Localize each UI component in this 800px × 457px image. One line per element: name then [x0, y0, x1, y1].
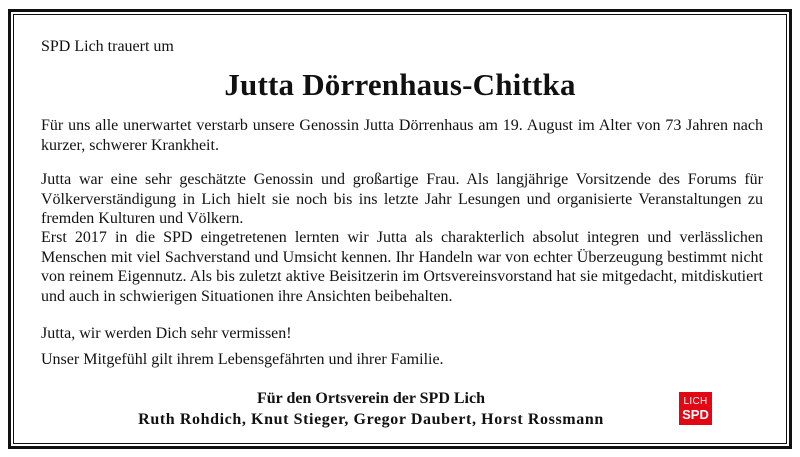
paragraph-farewell: Jutta, wir werden Dich sehr vermissen! — [41, 325, 292, 342]
deceased-name: Jutta Dörrenhaus-Chittka — [224, 67, 576, 102]
signature-organization: Für den Ortsverein der SPD Lich — [257, 390, 485, 407]
paragraph-condolence: Unser Mitgefühl gilt ihrem Lebensgefährten und ihrer Familie. — [41, 351, 444, 368]
paragraph-membership: Erst 2017 in die SPD eingetretenen lernten wir Jutta als charakterlich absolut integren und verlässlichen Menschen mit viel Sachverstand und Umsicht kennen. Ihr Handeln war von echter Überzeugung bestimmt nicht von reinem Eigennutz. Als bis zuletzt aktive Beisitzerin im Ortsvereinsvorstand hat sie mitgedacht, mitdiskutiert und auch in schwierigen Situationen ihre Ansichten beibehalten. — [41, 229, 763, 305]
paragraph-appreciation: Jutta war eine sehr geschätzte Genossin und großartige Frau. Als langjährige Vorsitzende des Forums für Völkerverständigung in Lich hielt sie noch bis ins letzte Jahr Lesungen und organisierte Veranstaltungen zu fremden Kulturen und Völkern. — [41, 171, 763, 227]
logo-spd-text: SPD — [682, 406, 709, 422]
spd-lich-logo — [679, 392, 712, 425]
signature-names: Ruth Rohdich, Knut Stieger, Gregor Daubert, Horst Rossmann — [138, 411, 604, 428]
logo-lich-text: LICH — [683, 395, 708, 407]
intro-line: SPD Lich trauert um — [41, 38, 174, 55]
obituary-notice — [8, 9, 792, 449]
paragraph-death: Für uns alle unerwartet verstarb unsere Genossin Jutta Dörrenhaus am 19. August im Alter von 73 Jahren nach kurzer, schwerer Krankheit. — [41, 117, 763, 154]
